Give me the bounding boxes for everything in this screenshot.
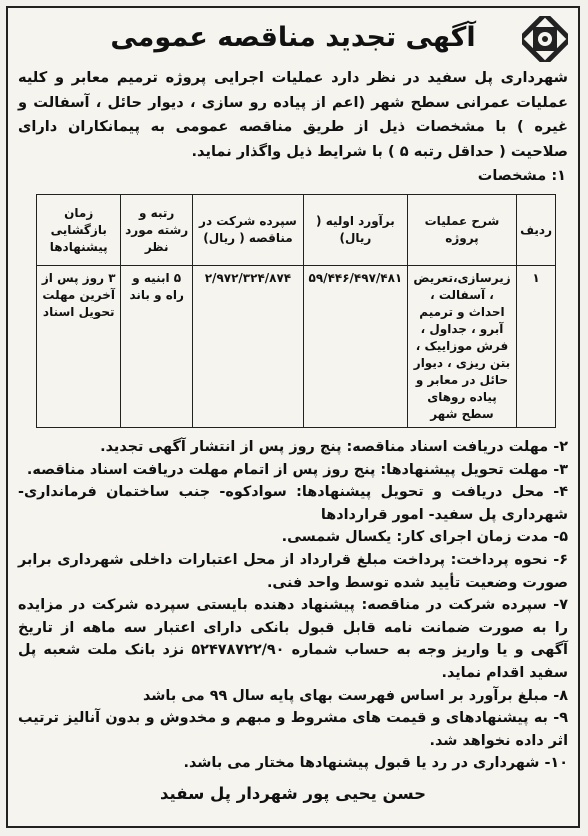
list-item: ۹- به پیشنهادهای و قیمت های مشروط و مبهم و مخدوش و بدون آنالیز ترتیب اثر داده نخواهد شد. — [18, 710, 568, 749]
spec-table — [36, 194, 556, 428]
list-item: ۸- مبلغ برآورد بر اساس فهرست بهای پایه سال ۹۹ می باشد — [142, 687, 568, 704]
col-header-opening-time: زمان بازگشایی پیشنهادها — [37, 195, 121, 266]
list-item: ۶- نحوه پرداخت: پرداخت مبلغ قرارداد از محل اعتبارات داخلی شهرداری برابر صورت وضعیت تأیید شده توسط واحد فنی. — [18, 551, 568, 591]
col-header-deposit: سپرده شرکت در مناقصه ( ریال) — [192, 195, 303, 266]
list-item: ۳- مهلت تحویل پیشنهادها: پنج روز پس از اتمام مهلت دریافت اسناد مناقصه. — [26, 461, 568, 478]
table-header-row — [37, 195, 556, 266]
page-title: آگهی تجدید مناقصه عمومی — [110, 22, 476, 53]
list-item: ۴- محل دریافت و تحویل پیشنهادها: سوادکوه- جنب ساختمان فرمانداری- شهرداری پل سفید- امور قراردادها — [18, 484, 568, 523]
cell-deposit: ۲/۹۷۲/۳۲۴/۸۷۴ — [192, 266, 303, 428]
list-item: ۲- مهلت دریافت اسناد مناقصه: پنج روز پس از انتشار آگهی تجدید. — [100, 439, 568, 455]
list-item: ۷- سپرده شرکت در مناقصه: پیشنهاد دهنده بایستی سپرده شرکت در مزایده را به صورت ضمانت نامه قابل قبول بانکی دارای اعتبار سه ماهه از تاریخ آگهی و یا واریز وجه به حساب شماره ۵۲۴۷۸۷۲۲/۹۰ نزد بانک ملت شعبه پل سفید اقدام نماید. — [18, 597, 568, 681]
list-item: ۵- مدت زمان اجرای کار: یکسال شمسی. — [281, 529, 568, 546]
notice-page — [6, 6, 580, 828]
cell-opening-time: ۳ روز پس از آخرین مهلت تحویل اسناد — [37, 266, 121, 428]
cell-row-number: ۱ — [517, 266, 556, 428]
signature: حسن یحیی پور شهردار پل سفید — [159, 784, 427, 803]
col-header-row-number: ردیف — [517, 195, 556, 266]
cell-estimate: ۵۹/۴۴۶/۴۹۷/۴۸۱ — [303, 266, 407, 428]
spec-label: ۱: مشخصات — [477, 168, 566, 184]
table-row — [37, 266, 556, 428]
col-header-estimate: برآورد اولیه ( ریال) — [303, 195, 407, 266]
intro-paragraph: شهرداری پل سفید در نظر دارد عملیات اجرایی پروژه ترمیم معابر و کلیه عملیات عمرانی سطح شهر (اعم از پیاده رو سازی ، دیوار حائل ، آسفالت و غیره ) با مشخصات ذیل از طریق مناقصه عمومی به پیمانکاران دارای صلاحیت ( حداقل رتبه ۵ ) با شرایط ذیل واگذار نماید. — [18, 69, 568, 160]
cell-description: زیرسازی،تعریض ، آسفالت ، احداث و ترمیم آبرو ، جداول ، فرش موزاییک ، بتن ریزی ، دیوار حائل در معابر و پیاده روهای سطح شهر — [407, 266, 516, 428]
col-header-description: شرح عملیات پروژه — [407, 195, 516, 266]
cell-rank: ۵ ابنیه و راه و باند — [121, 266, 193, 428]
municipality-logo-icon — [522, 16, 568, 62]
conditions-list — [18, 436, 568, 775]
col-header-rank: رتبه و رشته مورد نظر — [121, 195, 193, 266]
list-item: ۱۰- شهرداری در رد یا قبول پیشنهادها مختار می باشد. — [183, 755, 568, 772]
